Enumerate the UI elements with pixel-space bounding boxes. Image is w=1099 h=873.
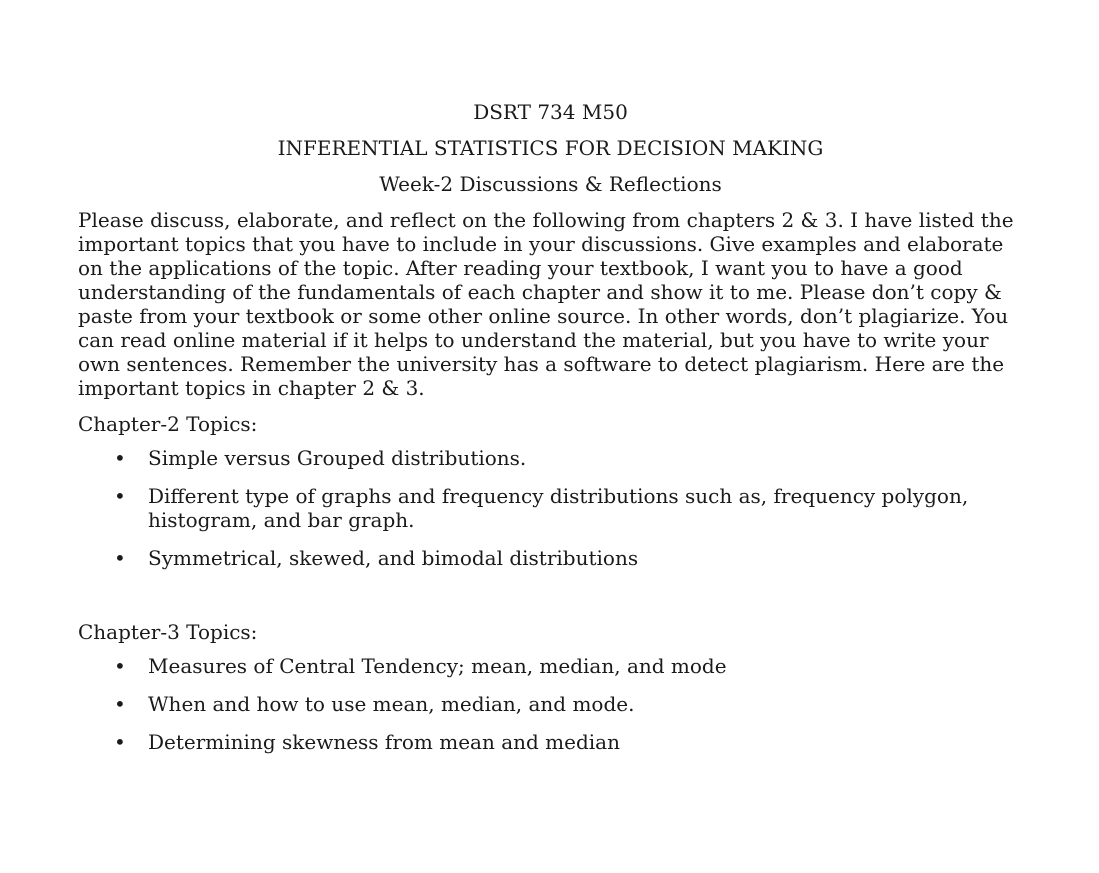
course-code: DSRT 734 M50	[473, 100, 628, 124]
assignment-title: Week-2 Discussions & Reflections	[379, 172, 722, 196]
chapter-3-heading: Chapter-3 Topics:	[78, 620, 258, 644]
list-item	[78, 730, 1023, 754]
chapter-3-topic-list	[78, 654, 1023, 754]
intro-paragraph: Please discuss, elaborate, and reflect on the following from chapters 2 & 3. I have listed the important topics that you have to include in your discussions. Give examples and elaborate on the applications of the topic. After reading your textbook, I want you to have a good understanding of the fundamentals of each chapter and show it to me. Please don’t copy & paste from your textbook or some other online source. In other words, don’t plagiarize. You can read online material if it helps to understand the material, but you have to write your own sentences. Remember the university has a software to detect plagiarism. Here are the important topics in chapter 2 & 3.	[78, 208, 1014, 400]
bullet-icon: •	[114, 692, 126, 716]
list-item	[78, 654, 1023, 678]
bullet-icon: •	[114, 446, 126, 470]
list-item-text: Different type of graphs and frequency distributions such as, frequency polygon, histogram, and bar graph.	[148, 484, 969, 532]
course-title: INFERENTIAL STATISTICS FOR DECISION MAKING	[277, 136, 824, 160]
list-item-text: Measures of Central Tendency; mean, median, and mode	[148, 654, 727, 678]
bullet-icon: •	[114, 484, 126, 508]
list-item	[78, 546, 1023, 570]
list-item	[78, 692, 1023, 716]
bullet-icon: •	[114, 730, 126, 754]
list-item-text: Determining skewness from mean and median	[148, 730, 620, 754]
list-item-text: Symmetrical, skewed, and bimodal distributions	[148, 546, 639, 570]
section-spacer	[78, 584, 1023, 620]
chapter-2-topic-list	[78, 446, 1023, 570]
list-item-text: When and how to use mean, median, and mode.	[148, 692, 635, 716]
chapter-2-heading: Chapter-2 Topics:	[78, 412, 258, 436]
document-page	[78, 100, 1023, 768]
bullet-icon: •	[114, 654, 126, 678]
list-item-text: Simple versus Grouped distributions.	[148, 446, 527, 470]
bullet-icon: •	[114, 546, 126, 570]
list-item	[78, 446, 1023, 470]
list-item	[78, 484, 1023, 532]
